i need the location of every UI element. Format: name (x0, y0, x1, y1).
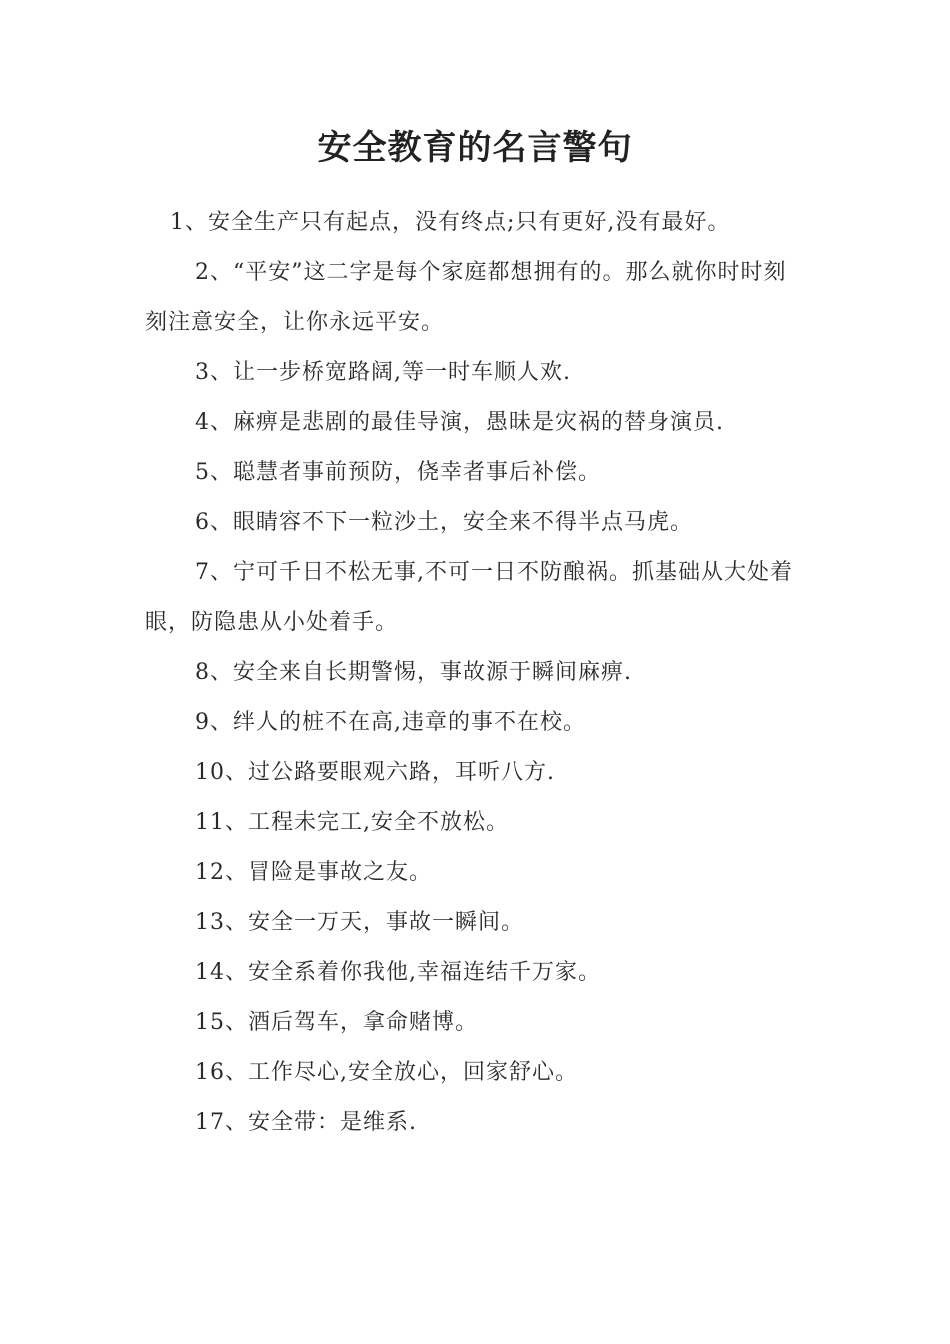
paragraph-14: 14、安全系着你我他,幸福连结千万家。 (195, 960, 601, 985)
paragraph-1: 1、安全生产只有起点，没有终点;只有更好,没有最好。 (170, 210, 731, 235)
paragraph-3: 3、让一步桥宽路阔,等一时车顺人欢. (195, 360, 571, 385)
paragraph-7: 7、宁可千日不松无事,不可一日不防酿祸。抓基础从大处着眼，防隐患从小处着手。 (145, 560, 793, 635)
paragraph-16: 16、工作尽心,安全放心，回家舒心。 (195, 1060, 578, 1085)
paragraph-2: 2、“平安”这二字是每个家庭都想拥有的。那么就你时时刻刻注意安全，让你永远平安。 (145, 260, 787, 335)
paragraph-15: 15、酒后驾车，拿命赌博。 (195, 1010, 478, 1035)
paragraph-12: 12、冒险是事故之友。 (195, 860, 432, 885)
paragraph-10: 10、过公路要眼观六路，耳听八方. (195, 760, 555, 785)
paragraph-13: 13、安全一万天，事故一瞬间。 (195, 910, 524, 935)
paragraph-11: 11、工程未完工,安全不放松。 (195, 810, 509, 835)
paragraph-5: 5、聪慧者事前预防，侥幸者事后补偿。 (195, 460, 601, 485)
paragraph-8: 8、安全来自长期警惕，事故源于瞬间麻痹. (195, 660, 632, 685)
paragraph-4: 4、麻痹是悲剧的最佳导演，愚昧是灾祸的替身演员. (195, 410, 724, 435)
document-body (145, 198, 795, 1148)
paragraph-6: 6、眼睛容不下一粒沙土，安全来不得半点马虎。 (195, 510, 693, 535)
paragraph-9: 9、绊人的桩不在高,违章的事不在校。 (195, 710, 586, 735)
paragraph-17: 17、安全带：是维系. (195, 1110, 417, 1135)
document-title: 安全教育的名言警句 (317, 128, 633, 168)
